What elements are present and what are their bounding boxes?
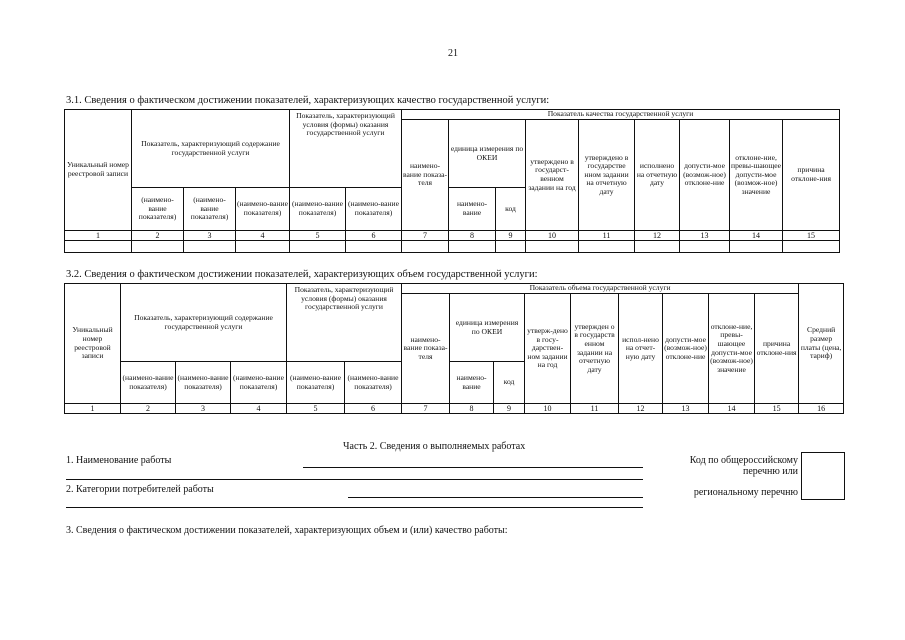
col-number: 15	[783, 231, 840, 241]
sub-indicator-name: (наимено-вание показателя)	[121, 362, 176, 404]
section-3-heading: 3. Сведения о фактическом достижении показателей, характеризующих объем и (или) качество работы:	[66, 525, 508, 536]
col-number: 8	[450, 404, 494, 414]
col-reason: причина отклоне-ния	[783, 120, 840, 231]
table-cell[interactable]	[290, 241, 346, 253]
col-conditions-indicator: Показатель, характеризующий условия (формы) оказания государственной услуги	[287, 284, 402, 362]
table-cell[interactable]	[184, 241, 236, 253]
col-number: 1	[65, 231, 132, 241]
col-number: 9	[494, 404, 525, 414]
col-number: 11	[579, 231, 635, 241]
consumers-label: 2. Категории потребителей работы	[66, 484, 214, 495]
table-cell[interactable]	[346, 241, 402, 253]
table-cell[interactable]	[579, 241, 635, 253]
col-number: 4	[236, 231, 290, 241]
col-approved-year: утверж-дено в госу-дарствен-ном задании на год	[525, 294, 571, 404]
col-number: 12	[619, 404, 663, 414]
col-number: 12	[635, 231, 680, 241]
col-number: 13	[680, 231, 730, 241]
table-cell[interactable]	[783, 241, 840, 253]
code-label-line-3: региональному перечню	[693, 487, 798, 498]
table-row	[65, 241, 840, 253]
col-content-indicator: Показатель, характеризующий содержание государственной услуги	[121, 284, 287, 362]
col-number: 6	[345, 404, 402, 414]
sub-indicator-name: (наимено-вание показателя)	[287, 362, 345, 404]
col-indicator-name: наимено-вание показа-теля	[402, 120, 449, 231]
code-box[interactable]	[801, 452, 845, 500]
table-cell[interactable]	[132, 241, 184, 253]
quality-group-title: Показатель качества государственной услуги	[402, 110, 840, 120]
col-indicator-name: наимено-вание показа-теля	[402, 294, 450, 404]
sub-indicator-name: (наимено-вание показателя)	[345, 362, 402, 404]
col-number: 11	[571, 404, 619, 414]
col-number: 2	[132, 231, 184, 241]
col-number: 14	[730, 231, 783, 241]
table-cell[interactable]	[635, 241, 680, 253]
col-average-price: Средний размер платы (цена, тариф)	[799, 284, 844, 404]
col-content-indicator: Показатель, характеризующий содержание государственной услуги	[132, 110, 290, 188]
section-3-1-heading: 3.1. Сведения о фактическом достижении показателей, характеризующих качество государственной услуги:	[66, 95, 550, 106]
page-number: 21	[448, 48, 458, 59]
consumers-field-line2[interactable]	[66, 507, 643, 508]
col-approved-period: утверждено в государстве нном задании на отчетную дату	[579, 120, 635, 231]
sub-indicator-name: (наимено-вание показателя)	[132, 188, 184, 231]
col-number: 15	[755, 404, 799, 414]
table-cell[interactable]	[65, 241, 132, 253]
sub-indicator-name: (наимено-вание показателя)	[231, 362, 287, 404]
col-excess-deviation: отклоне-ние, превы-шающее допусти-мое (возмож-ное) значение	[709, 294, 755, 404]
col-number: 1	[65, 404, 121, 414]
part-2-title: Часть 2. Сведения о выполняемых работах	[343, 441, 526, 452]
table-cell[interactable]	[526, 241, 579, 253]
code-label-line-1: Код по общероссийскому	[689, 455, 798, 466]
work-name-field-line2[interactable]	[66, 479, 643, 480]
sub-indicator-name: (наимено-вание показателя)	[346, 188, 402, 231]
volume-indicators-table	[64, 283, 844, 414]
col-number: 8	[449, 231, 496, 241]
col-number: 3	[184, 231, 236, 241]
col-done: исполнено на отчетную дату	[635, 120, 680, 231]
col-number: 16	[799, 404, 844, 414]
sub-indicator-name: (наимено-вание показателя)	[184, 188, 236, 231]
col-registry-number: Уникальный номер реестровой записи	[65, 284, 121, 404]
quality-indicators-table	[64, 109, 840, 253]
col-conditions-indicator: Показатель, характеризующий условия (формы) оказания государственной услуги	[290, 110, 402, 188]
col-unit-code: код	[496, 188, 526, 231]
col-approved-period: утвержден о в государств енном задании на отчетную дату	[571, 294, 619, 404]
sub-indicator-name: (наимено-вание показателя)	[176, 362, 231, 404]
col-number: 7	[402, 404, 450, 414]
col-allowed-deviation: допусти-мое (возмож-ное) отклоне-ние	[663, 294, 709, 404]
work-name-field[interactable]	[303, 467, 643, 468]
col-number: 5	[290, 231, 346, 241]
col-number: 4	[231, 404, 287, 414]
col-reason: причина отклоне-ния	[755, 294, 799, 404]
col-number: 7	[402, 231, 449, 241]
col-number: 9	[496, 231, 526, 241]
col-unit-code: код	[494, 362, 525, 404]
col-number: 13	[663, 404, 709, 414]
col-number: 5	[287, 404, 345, 414]
volume-group-title: Показатель объема государственной услуги	[402, 284, 799, 294]
section-3-2-heading: 3.2. Сведения о фактическом достижении показателей, характеризующих объем государственной услуги:	[66, 269, 538, 280]
col-number: 3	[176, 404, 231, 414]
col-unit-name: наимено-вание	[450, 362, 494, 404]
table-cell[interactable]	[680, 241, 730, 253]
col-done: испол-нено на отчет-ную дату	[619, 294, 663, 404]
col-number: 10	[526, 231, 579, 241]
col-number: 14	[709, 404, 755, 414]
consumers-field[interactable]	[348, 497, 643, 498]
code-label-line-2: перечню или	[742, 466, 798, 477]
table-cell[interactable]	[496, 241, 526, 253]
col-unit: единица измерения по ОКЕИ	[449, 120, 526, 188]
col-number: 10	[525, 404, 571, 414]
table-cell[interactable]	[402, 241, 449, 253]
col-number: 6	[346, 231, 402, 241]
work-name-label: 1. Наименование работы	[66, 455, 172, 466]
col-number: 2	[121, 404, 176, 414]
col-allowed-deviation: допусти-мое (возмож-ное) отклоне-ние	[680, 120, 730, 231]
sub-indicator-name: (наимено-вание показателя)	[290, 188, 346, 231]
col-unit-name: наимено-вание	[449, 188, 496, 231]
col-registry-number: Уникальный номер реестровой записи	[65, 110, 132, 231]
sub-indicator-name: (наимено-вание показателя)	[236, 188, 290, 231]
table-cell[interactable]	[730, 241, 783, 253]
table-cell[interactable]	[449, 241, 496, 253]
col-approved-year: утверждено в государст-венном задании на год	[526, 120, 579, 231]
table-cell[interactable]	[236, 241, 290, 253]
col-unit: единица измерения по ОКЕИ	[450, 294, 525, 362]
col-excess-deviation: отклоне-ние, превы-шающее допусти-мое (возмож-ное) значение	[730, 120, 783, 231]
